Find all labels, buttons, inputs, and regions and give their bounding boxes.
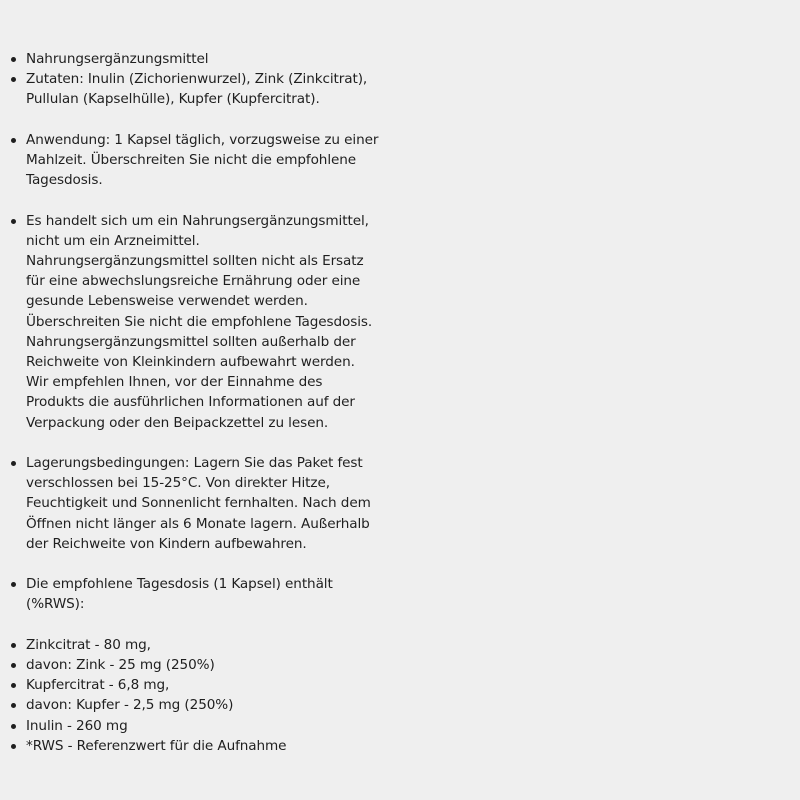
list-item-zinc — [8, 655, 448, 675]
list-item-storage — [8, 453, 448, 554]
text-line: Nahrungsergänzungsmittel sollten nicht als Ersatz — [26, 253, 364, 269]
text-line: Mahlzeit. Überschreiten Sie nicht die empfohlene — [26, 152, 357, 168]
text-line: Verpackung oder den Beipackzettel zu lesen. — [26, 414, 329, 431]
text-line: gesunde Lebensweise verwendet werden. — [26, 293, 308, 310]
list-item-usage — [8, 130, 448, 191]
text-line: Lagerungsbedingungen: Lagern Sie das Paket fest — [26, 455, 363, 472]
text-line: Es handelt sich um ein Nahrungsergänzungsmittel, — [26, 212, 369, 229]
text-line: Öffnen nicht länger als 6 Monate lagern. Außerhalb — [26, 515, 370, 532]
text-line: Wir empfehlen Ihnen, vor der Einnahme des — [26, 374, 323, 391]
text-line: Reichweite von Kleinkindern aufbewahrt werden. — [26, 354, 355, 371]
text-line: der Reichweite von Kindern aufbewahren. — [26, 535, 307, 552]
text-line: Produkts die ausführlichen Informationen auf der — [26, 394, 355, 411]
text-line: *RWS - Referenzwert für die Aufnahme — [26, 737, 287, 754]
text-line: (%RWS): — [26, 596, 85, 613]
text-line: Pullulan (Kapselhülle), Kupfer (Kupfercitrat). — [26, 91, 320, 108]
list-item-warnings — [8, 211, 448, 433]
text-line: Inulin - 260 mg — [26, 717, 128, 734]
text-line: für eine abwechslungsreiche Ernährung oder eine — [26, 273, 361, 290]
list-item-ingredients — [8, 69, 448, 109]
text-line: Kupfercitrat - 6,8 mg, — [26, 677, 170, 694]
text-line: Die empfohlene Tagesdosis (1 Kapsel) enthält — [26, 576, 333, 593]
text-line: Zutaten: Inulin (Zichorienwurzel), Zink (Zinkcitrat), — [26, 71, 368, 88]
text-line: Tagesdosis. — [26, 172, 103, 189]
list-item-rws-note — [8, 736, 448, 756]
text-line: Zinkcitrat - 80 mg, — [26, 636, 151, 653]
text-line: Feuchtigkeit und Sonnenlicht fernhalten. Nach dem — [26, 495, 371, 512]
text-line: davon: Zink - 25 mg (250%) — [26, 657, 215, 674]
list-item-daily-dose — [8, 574, 448, 614]
list-item-copper — [8, 695, 448, 715]
product-info-list — [8, 49, 448, 756]
text-line: verschlossen bei 15-25°C. Von direkter Hitze, — [26, 475, 330, 492]
text-line: Nahrungsergänzungsmittel sollten außerhalb der — [26, 333, 356, 350]
list-item-product-type — [8, 49, 448, 69]
text-line: nicht um ein Arzneimittel. — [26, 232, 200, 249]
text-line: Anwendung: 1 Kapsel täglich, vorzugsweise zu einer — [26, 131, 379, 148]
text-line: davon: Kupfer - 2,5 mg (250%) — [26, 697, 234, 714]
list-item-inulin — [8, 716, 448, 736]
list-item-zinc-citrate — [8, 635, 448, 655]
list-item-copper-citrate — [8, 675, 448, 695]
text-line: Nahrungsergänzungsmittel — [26, 51, 209, 67]
text-line: Überschreiten Sie nicht die empfohlene Tagesdosis. — [26, 313, 373, 330]
